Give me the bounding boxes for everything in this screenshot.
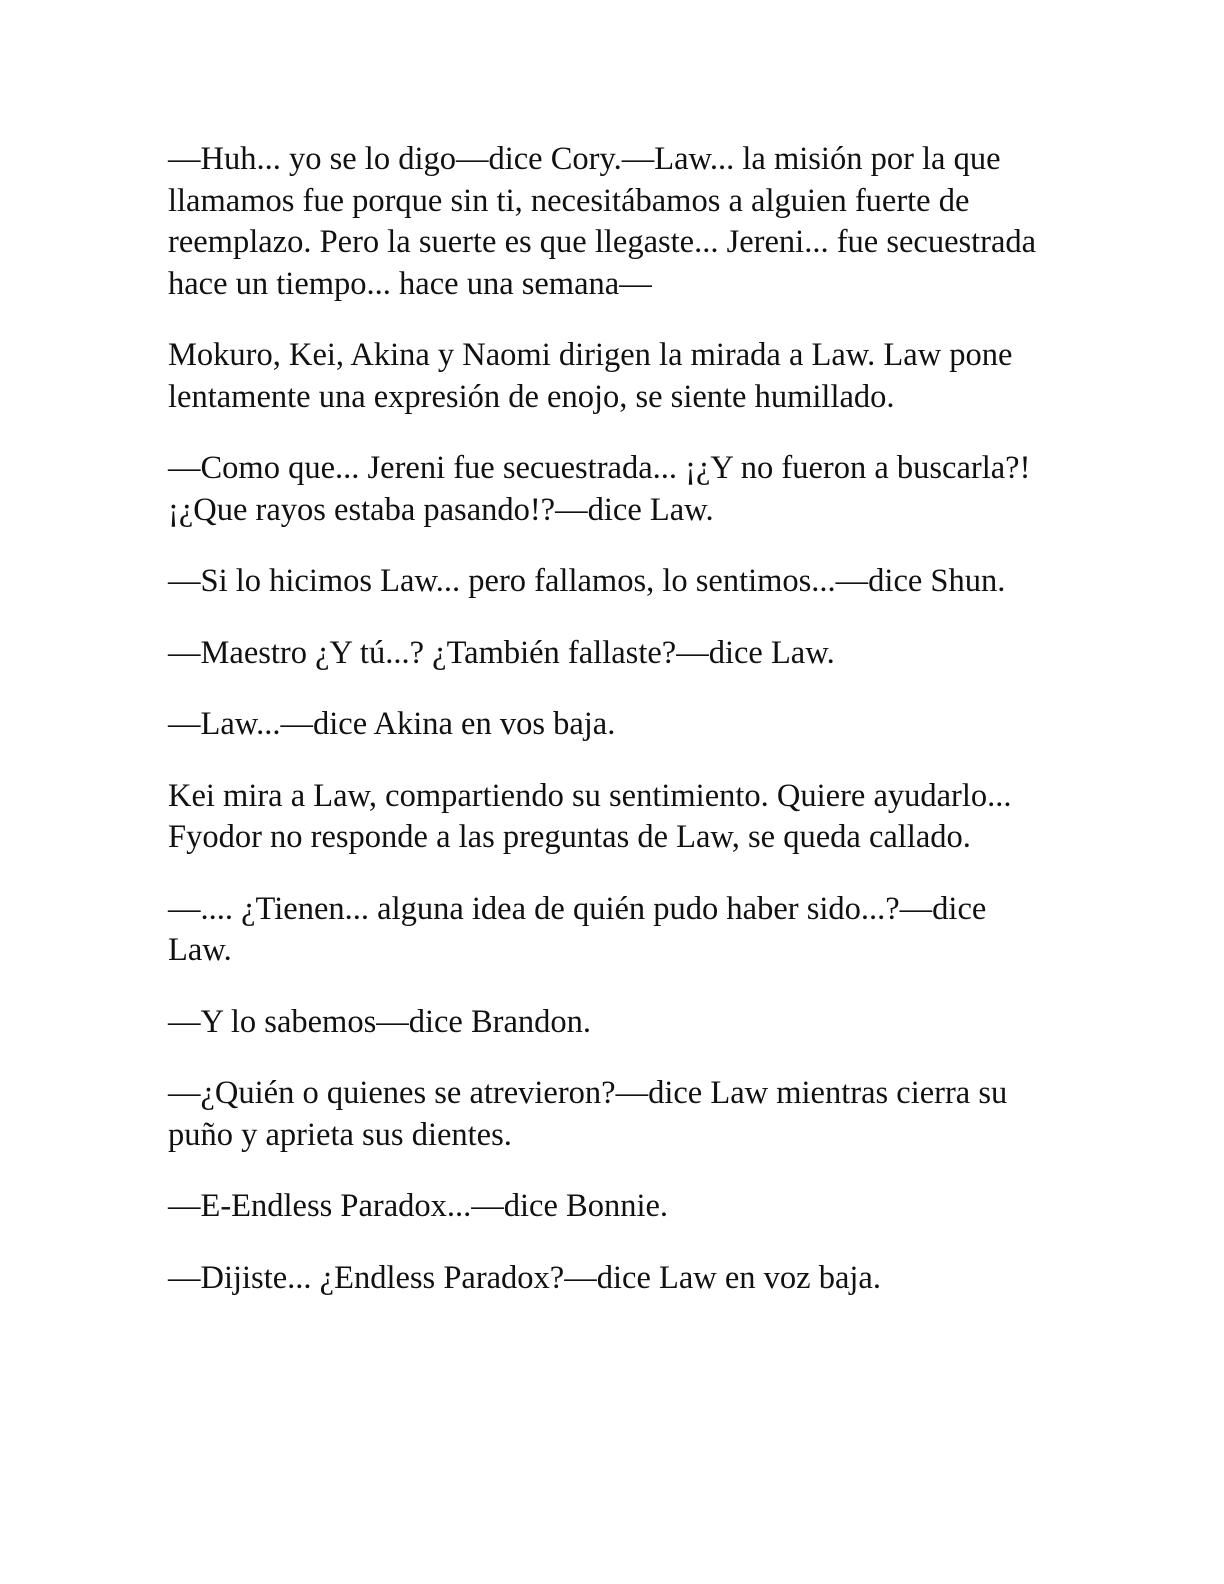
paragraph-2: Mokuro, Kei, Akina y Naomi dirigen la mirada a Law. Law pone lentamente una expresión de enojo, se siente humillado. xyxy=(168,337,1013,415)
paragraph-8: —.... ¿Tienen... alguna idea de quién pudo haber sido...?—dice Law. xyxy=(168,890,987,968)
document-text-body xyxy=(168,139,1058,1329)
paragraph-3: —Como que... Jereni fue secuestrada... ¡¿Y no fueron a buscarla?! ¡¿Que rayos estaba pasando!?—dice Law. xyxy=(168,450,1031,528)
paragraph-11: —E-Endless Paradox...—dice Bonnie. xyxy=(168,1188,669,1224)
paragraph-7: Kei mira a Law, compartiendo su sentimiento. Quiere ayudarlo... Fyodor no responde a las preguntas de Law, se queda callado. xyxy=(168,777,1012,855)
paragraph-5: —Maestro ¿Y tú...? ¿También fallaste?—dice Law. xyxy=(168,634,835,671)
paragraph-1: —Huh... yo se lo digo—dice Cory.—Law... la misión por la que llamamos fue porque sin ti, necesitábamos a alguien fuerte de reemplazo. Pero la suerte es que llegaste... Jereni... fue secuestrada hace un tiempo... hace una semana— xyxy=(168,141,1037,302)
paragraph-6: —Law...—dice Akina en vos baja. xyxy=(168,706,616,742)
paragraph-12: —Dijiste... ¿Endless Paradox?—dice Law en voz baja. xyxy=(168,1259,881,1296)
paragraph-10: —¿Quién o quienes se atrevieron?—dice Law mientras cierra su puño y aprieta sus dientes. xyxy=(168,1075,1008,1153)
paragraph-9: —Y lo sabemos—dice Brandon. xyxy=(168,1003,592,1040)
paragraph-4: —Si lo hicimos Law... pero fallamos, lo sentimos...—dice Shun. xyxy=(168,563,1006,599)
